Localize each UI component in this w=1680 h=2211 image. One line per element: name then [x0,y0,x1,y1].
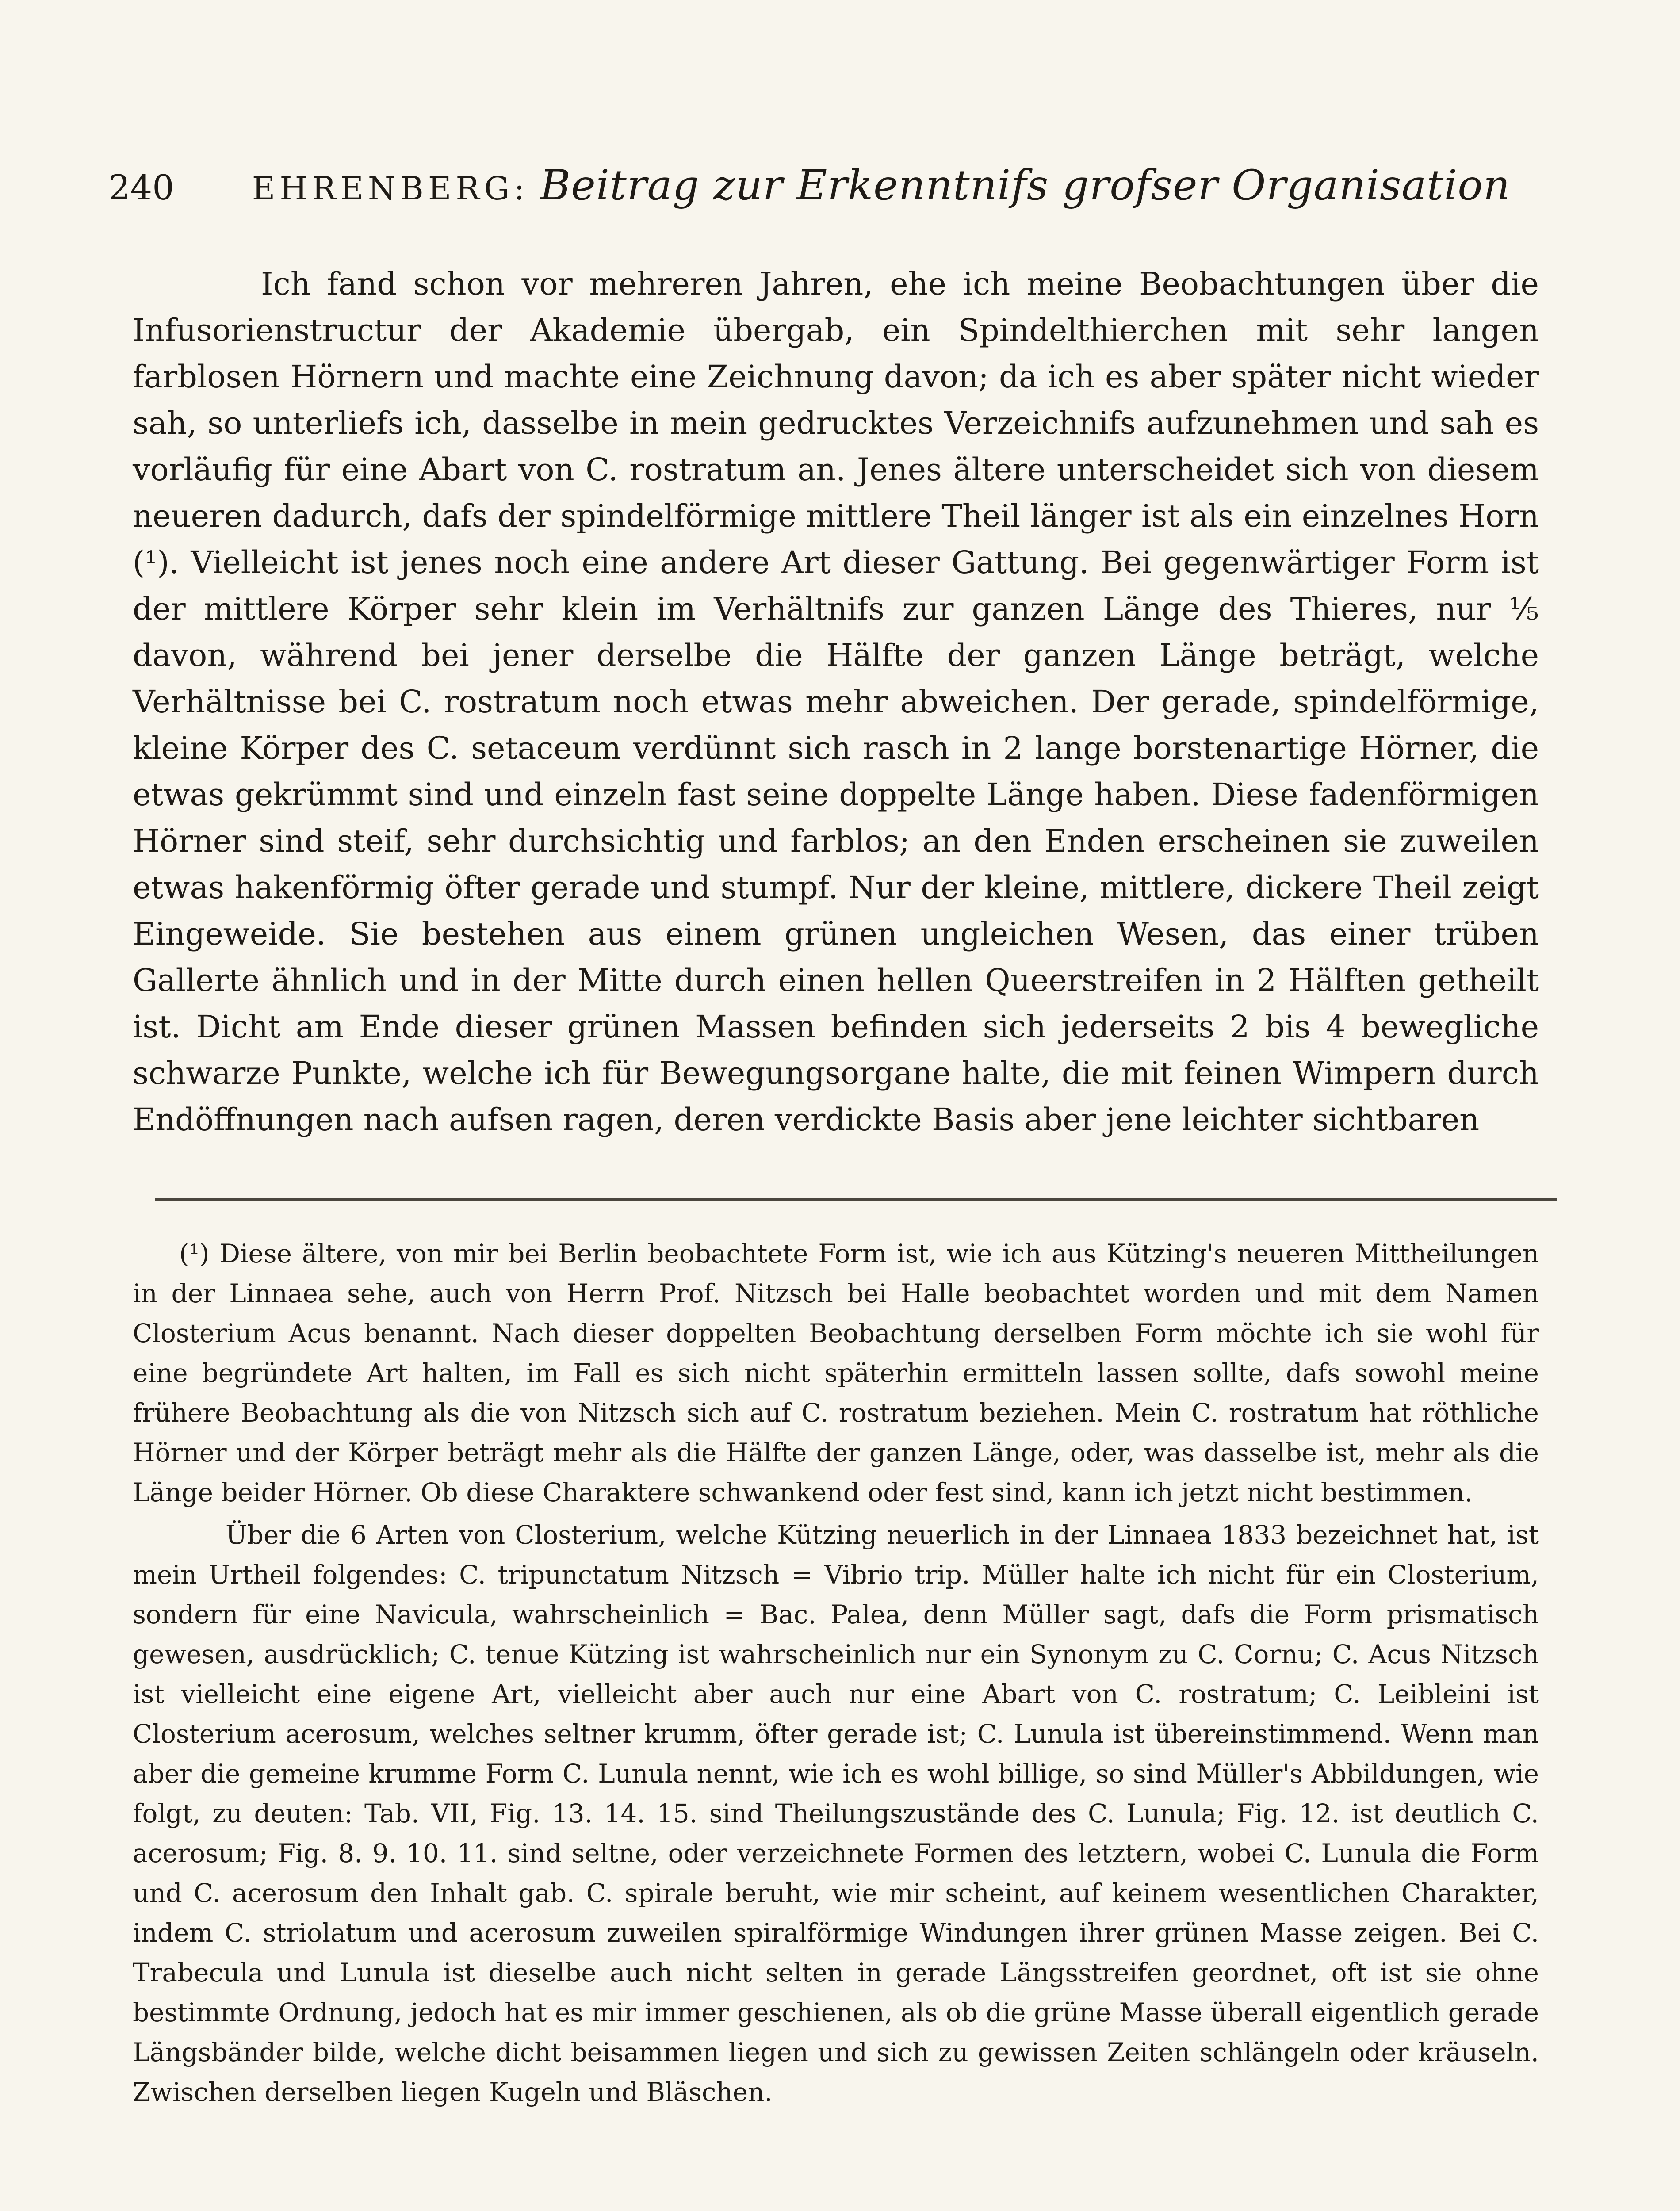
footnote-separator [155,1198,1557,1201]
running-title: Beitrag zur Erkenntnifs grofser Organisation [540,161,1511,210]
footnotes-block [133,1234,1539,2112]
page-header [108,159,1511,226]
main-body [133,261,1539,1143]
page-number: 240 [108,168,174,208]
footnote-1: (¹) Diese ältere, von mir bei Berlin beobachtete Form ist, wie ich aus Kützing's neueren Mittheilungen in der Linnaea sehe, auch von Herrn Prof. Nitzsch bei Halle beobachtet worden und mit dem Namen Closterium Acus benannt. Nach dieser doppelten Beobachtung derselben Form möchte ich sie wohl für eine begründete Art halten, im Fall es sich nicht späterhin ermitteln lassen sollte, dafs sowohl meine frühere Beobachtung als die von Nitzsch sich auf C. rostratum beziehen. Mein C. rostratum hat röthliche Hörner und der Körper beträgt mehr als die Hälfte der ganzen Länge, oder, was dasselbe ist, mehr als die Länge beider Hörner. Ob diese Charaktere schwankend oder fest sind, kann ich jetzt nicht bestimmen. [133,1239,1539,1507]
footnote-continuation: Über die 6 Arten von Closterium, welche Kützing neuerlich in der Linnaea 1833 bezeichnet hat, ist mein Urtheil folgendes: C. tripunctatum Nitzsch = Vibrio trip. Müller halte ich nicht für ein Closterium, sondern für eine Navicula, wahrscheinlich = Bac. Palea, denn Müller sagt, dafs die Form prismatisch gewesen, ausdrücklich; C. tenue Kützing ist wahrscheinlich nur ein Synonym zu C. Cornu; C. Acus Nitzsch ist vielleicht eine eigene Art, vielleicht aber auch nur eine Abart von C. rostratum; C. Leibleini ist Closterium acerosum, welches seltner krumm, öfter gerade ist; C. Lunula ist übereinstimmend. Wenn man aber die gemeine krumme Form C. Lunula nennt, wie ich es wohl billige, so sind Müller's Abbildungen, wie folgt, zu deuten: Tab. VII, Fig. 13. 14. 15. sind Theilungszustände des C. Lunula; Fig. 12. ist deutlich C. acerosum; Fig. 8. 9. 10. 11. sind seltne, oder verzeichnete Formen des letztern, wobei C. Lunula die Form und C. acerosum den Inhalt gab. C. spirale beruht, wie mir scheint, auf keinem wesentlichen Charakter, indem C. striolatum und acerosum zuweilen spiralförmige Windungen ihrer grünen Masse zeigen. Bei C. Trabecula und Lunula ist dieselbe auch nicht selten in gerade Längsstreifen geordnet, oft ist sie ohne bestimmte Ordnung, jedoch hat es mir immer geschienen, als ob die grüne Masse überall eigentlich gerade Längsbänder bilde, welche dicht beisammen liegen und sich zu gewissen Zeiten schlängeln oder kräuseln. Zwischen derselben liegen Kugeln und Bläschen. [133,1520,1539,2107]
main-paragraph: Ich fand schon vor mehreren Jahren, ehe ich meine Beobachtungen über die Infusorienstructur der Akademie übergab, ein Spindelthierchen mit sehr langen farblosen Hörnern und machte eine Zeichnung davon; da ich es aber später nicht wieder sah, so unterliefs ich, dasselbe in mein gedrucktes Verzeichnifs aufzunehmen und sah es vorläufig für eine Abart von C. rostratum an. Jenes ältere unterscheidet sich von diesem neueren dadurch, dafs der spindelförmige mittlere Theil länger ist als ein einzelnes Horn (¹). Vielleicht ist jenes noch eine andere Art dieser Gattung. Bei gegenwärtiger Form ist der mittlere Körper sehr klein im Verhältnifs zur ganzen Länge des Thieres, nur ⅕ davon, während bei jener derselbe die Hälfte der ganzen Länge beträgt, welche Verhältnisse bei C. rostratum noch etwas mehr abweichen. Der gerade, spindelförmige, kleine Körper des C. setaceum verdünnt sich rasch in 2 lange borstenartige Hörner, die etwas gekrümmt sind und einzeln fast seine doppelte Länge haben. Diese fadenförmigen Hörner sind steif, sehr durchsichtig und farblos; an den Enden erscheinen sie zuweilen etwas hakenförmig öfter gerade und stumpf. Nur der kleine, mittlere, dickere Theil zeigt Eingeweide. Sie bestehen aus einem grünen ungleichen Wesen, das einer trüben Gallerte ähnlich und in der Mitte durch einen hellen Queerstreifen in 2 Hälften getheilt ist. Dicht am Ende dieser grünen Massen befinden sich jederseits 2 bis 4 bewegliche schwarze Punkte, welche ich für Bewegungsorgane halte, die mit feinen Wimpern durch Endöffnungen nach aufsen ragen, deren verdickte Basis aber jene leichter sichtbaren [133,266,1539,1138]
running-author: EHRENBERG: [252,170,529,207]
